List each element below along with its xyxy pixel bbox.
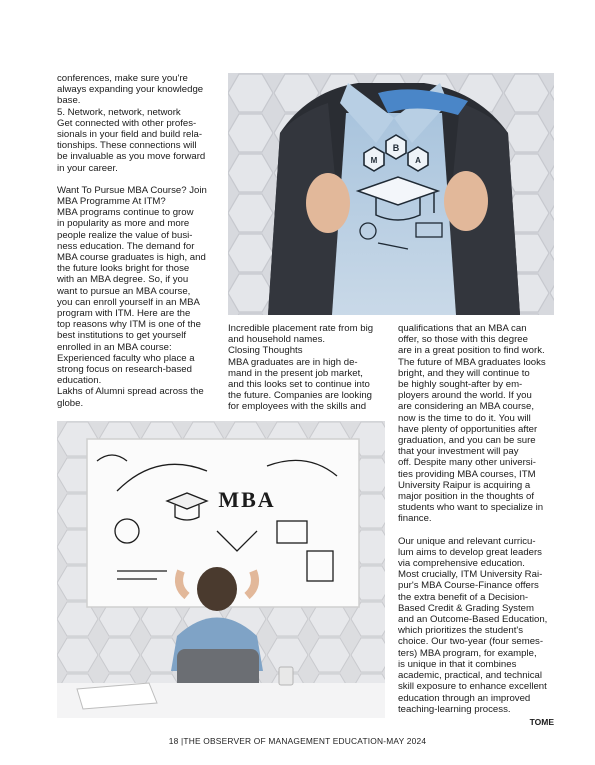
whiteboard-mba-text: MBA [218,487,276,512]
text-line: sionals in your field and build rela- [57,129,203,141]
text-line: enrolled in an MBA course: [57,341,172,353]
text-line: education. [57,375,102,387]
text-line: globe. [57,397,84,409]
text-line: in your career. [57,162,118,174]
text-line: Incredible placement rate from big [228,323,374,334]
text-line: in popularity as more and more [57,218,190,230]
text-line: strong focus on research-based [57,364,192,376]
text-line: finance. [398,513,432,525]
text-line: mand in the present job market, [228,367,363,379]
text-line: Experienced faculty who place a [57,352,195,364]
text-line: and household names. [228,334,326,346]
section-heading: Want To Pursue MBA Course? Join [57,184,207,196]
text-line: Most crucially, ITM University Rai- [398,569,543,581]
text-line: teaching-learning process. [398,703,511,715]
text-line: is unique in that it combines [398,658,517,670]
text-line: the extra benefit of a Decision- [398,591,529,603]
text-line: you can enroll yourself in an MBA [57,296,200,308]
text-line: MBA graduates are in high de- [228,356,358,368]
section-heading: MBA Programme At ITM? [57,196,166,208]
text-line: ployers around the world. If you [398,390,532,402]
text-line: students who want to specialize in [398,502,544,514]
text-line: Based Credit & Grading System [398,602,534,614]
text-line: best institutions to get yourself [57,330,187,342]
text-line: for employees with the skills and [228,401,367,413]
text-line: skill exposure to enhance excellent [398,681,547,693]
list-item-heading: 5. Network, network, network [57,106,181,118]
section-heading: Closing Thoughts [228,345,303,357]
badge-letter-m: M [370,156,378,165]
text-line: the future looks bright for those [57,263,190,275]
badge-letter-a: A [415,156,421,165]
text-line: program with ITM. Here are the [57,308,191,320]
text-line: Lakhs of Alumni spread across the [57,386,204,398]
text-line: off. Despite many other universi- [398,457,536,469]
text-line: and this looks set to continue into [228,379,370,391]
text-line: The future of MBA graduates looks [398,356,546,368]
text-line: academic, practical, and technical [398,670,542,682]
text-line: are considering an MBA course, [398,401,534,413]
text-line: be invaluable as you move forward [57,151,206,163]
text-line: choice. Our two-year (four semes- [398,636,544,648]
text-line: Our unique and relevant curricu- [398,535,536,547]
text-line: are in a great position to find work. [398,345,545,357]
text-line: University Raipur is acquiring a [398,479,531,491]
text-line: and an Outcome-Based Education, [398,614,548,626]
text-line: ness education. The demand for [57,240,195,252]
text-line: Get connected with other profes- [57,117,197,129]
text-line: have plenty of opportunities after [398,423,538,435]
text-line: people realize the value of busi- [57,229,193,241]
text-line: ties providing MBA courses, ITM [398,468,536,480]
text-line: education through an improved [398,692,531,704]
text-line: bright, and they will continue to [398,367,530,379]
badge-letter-b: B [392,143,400,153]
text-line: always expanding your knowledge [57,84,204,96]
text-line: via comprehensive education. [398,558,525,570]
text-line: want to pursue an MBA course, [57,285,191,297]
whiteboard-mba-photo [57,421,385,718]
article-column-left [57,73,217,409]
text-line: MBA course graduates is high, and [57,252,206,264]
text-line: now is the time to do it. You will [398,412,531,424]
text-line: pur's MBA Course-Finance offers [398,580,539,592]
text-line: which prioritizes the student's [398,625,524,637]
text-line: conferences, make sure you're [57,73,188,84]
text-line: ters) MBA program, for example, [398,647,537,659]
text-line: lum aims to develop great leaders [398,546,542,558]
text-line: qualifications that an MBA can [398,323,527,334]
text-line: the future. Companies are looking [228,390,372,402]
page-footer: 18 |THE OBSERVER OF MANAGEMENT EDUCATION-MAY 2024 [168,736,427,746]
text-line: major position in the thoughts of [398,491,534,503]
text-line: that your investment will pay [398,446,519,458]
businessman-mba-photo [228,73,554,315]
article-column-right [398,323,554,728]
text-line: MBA programs continue to grow [57,207,194,219]
text-line: tionships. These connections will [57,140,197,152]
text-line: base. [57,95,81,107]
text-line: with an MBA degree. So, if you [57,274,189,286]
text-line: be highly sought-after by em- [398,379,523,391]
article-column-middle [228,323,388,413]
text-line: graduation, and you can be sure [398,435,536,447]
text-line: top reasons why ITM is one of the [57,319,201,331]
text-line: offer, so those with this degree [398,334,528,346]
author-signoff: TOME [529,716,554,727]
